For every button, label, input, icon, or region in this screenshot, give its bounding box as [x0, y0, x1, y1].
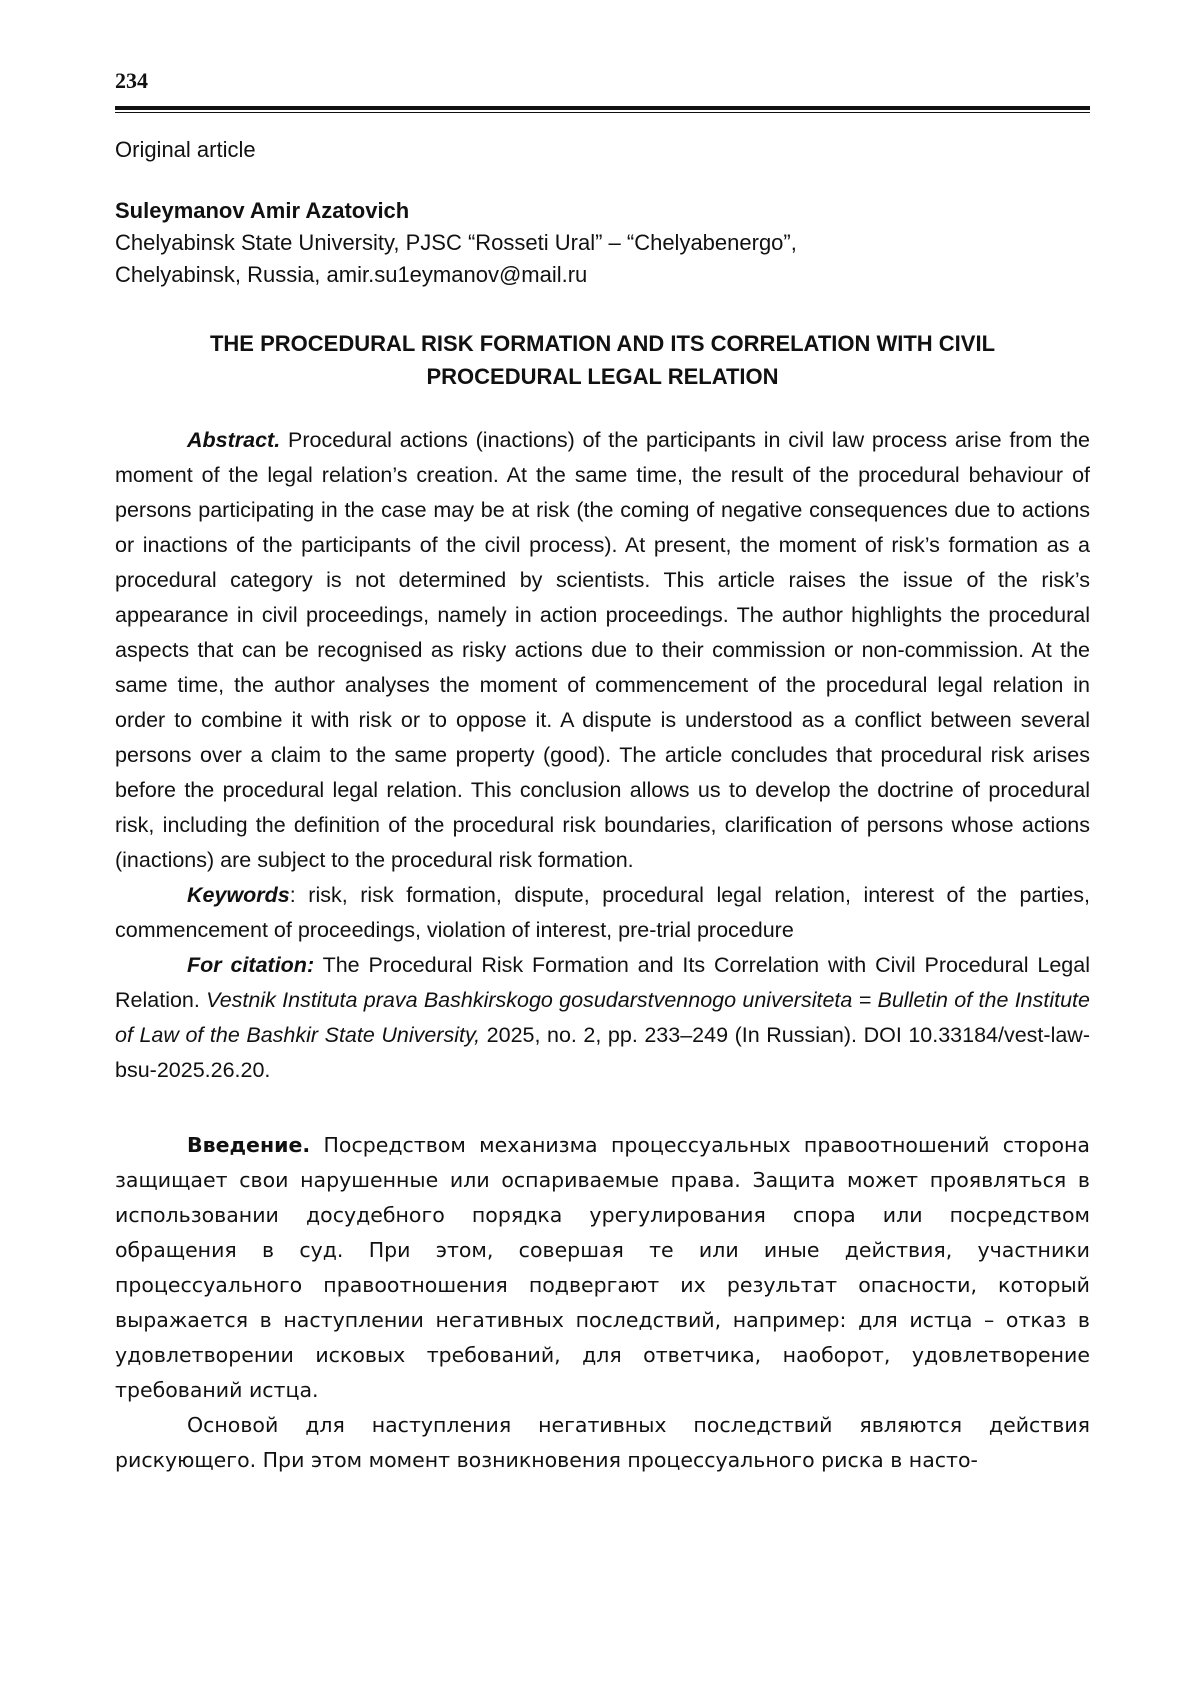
- author-affiliation-line1: Chelyabinsk State University, PJSC “Rosseti Ural” – “Chelyabenergo”,: [115, 230, 797, 255]
- author-affiliation-line2: Chelyabinsk, Russia, amir.su1eymanov@mail.ru: [115, 262, 588, 287]
- citation-text: The Procedural Risk Formation and Its Correlation with Civil Procedural Legal Relation.: [115, 953, 1090, 1012]
- citation-tail: 2025, no. 2, pp. 233–249 (In Russian). DOI 10.33184/vest-law-bsu-2025.26.20.: [115, 1023, 1090, 1082]
- article-title: THE PROCEDURAL RISK FORMATION AND ITS CORRELATION WITH CIVIL PROCEDURAL LEGAL RELATION: [209, 331, 996, 389]
- article-type: Original article: [115, 137, 256, 162]
- abstract-section: [115, 423, 1090, 1088]
- intro-paragraph-1: [115, 1128, 1090, 1408]
- article-page: [115, 68, 1090, 1478]
- author-name: Suleymanov Amir Azatovich: [115, 198, 410, 223]
- citation-paragraph: [115, 948, 1090, 1088]
- intro-paragraph-2: Основой для наступления негативных последствий являются действия рискующего. При этом момент возникновения процессуального риска в насто-: [115, 1413, 1090, 1472]
- intro-label: Введение.: [187, 1133, 311, 1157]
- intro-text-1: Посредством механизма процессуальных правоотношений сторона защищает свои нарушенные или оспариваемые права. Защита может проявляться в использовании досудебного порядка урегулирования спора или посредством обращения в суд. При этом, совершая те или иные действия, участники процессуального правоотношения подвергают их результат опасности, который выражается в наступлении негативных последствий, например: для истца – отказ в удовлетворении исковых требований, для ответчика, наоборот, удовлетворение требований истца.: [115, 1133, 1090, 1402]
- introduction-section: [115, 1128, 1090, 1478]
- keywords-label: Keywords: [187, 883, 290, 907]
- author-block: [115, 195, 1090, 291]
- abstract-paragraph: [115, 423, 1090, 878]
- keywords-text: : risk, risk formation, dispute, procedural legal relation, interest of the parties, commencement of proceedings, violation of interest, pre-trial procedure: [115, 883, 1090, 942]
- citation-journal: Vestnik Instituta prava Bashkirskogo gosudarstvennogo universiteta = Bulletin of the Institute of Law of the Bashkir State University,: [115, 988, 1090, 1047]
- abstract-label: Abstract.: [187, 428, 281, 452]
- page-number: 234: [115, 68, 148, 93]
- keywords-paragraph: [115, 878, 1090, 948]
- header-rule-thick: [115, 106, 1090, 110]
- citation-label: For citation:: [187, 953, 315, 977]
- abstract-text: Procedural actions (inactions) of the participants in civil law process arise from the moment of the legal relation’s creation. At the same time, the result of the procedural behaviour of persons participating in the case may be at risk (the coming of negative consequences due to actions or inactions of the participants of the civil process). At present, the moment of risk’s formation as a procedural category is not determined by scientists. This article raises the issue of the risk’s appearance in civil proceedings, namely in action proceedings. The author highlights the procedural aspects that can be recognised as risky actions due to their commission or non-commission. At the same time, the author analyses the moment of commencement of the procedural legal relation in order to combine it with risk or to oppose it. A dispute is understood as a conflict between several persons over a claim to the same property (good). The article concludes that procedural risk arises before the procedural legal relation. This conclusion allows us to develop the doctrine of procedural risk, including the definition of the procedural risk boundaries, clarification of persons whose actions (inactions) are subject to the procedural risk formation.: [115, 428, 1090, 872]
- header-rule-thin: [115, 112, 1090, 113]
